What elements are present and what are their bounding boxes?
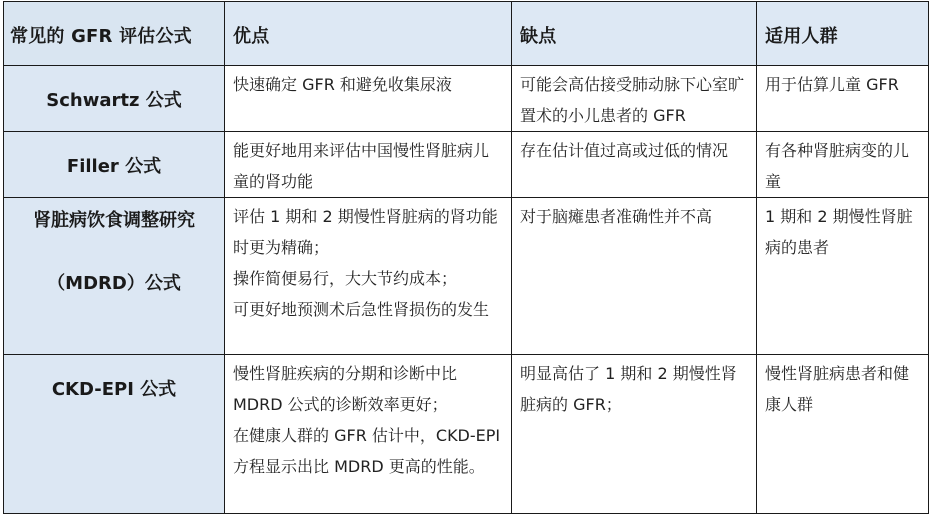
disadvantage-text: 可能会高估接受肺动脉下心室旷置术的小儿患者的 GFR — [520, 75, 745, 125]
header-row — [4, 2, 929, 66]
advantages-cell — [225, 355, 512, 514]
population-text: 慢性肾脏病患者和健康人群 — [765, 364, 910, 414]
advantage-text: 可更好地预测术后急性肾损伤的发生 — [233, 300, 490, 319]
population-text: 有各种肾脏病变的儿童 — [765, 141, 910, 191]
population-cell — [757, 66, 929, 132]
advantages-cell — [225, 66, 512, 132]
gfr-formula-table — [3, 1, 929, 514]
population-text: 用于估算儿童 GFR — [765, 75, 899, 94]
disadvantage-text: 存在估计值过高或过低的情况 — [520, 141, 729, 160]
advantage-text: 慢性肾脏疾病的分期和诊断中比 MDRD 公式的诊断效率更好； — [233, 364, 458, 414]
formula-name: Schwartz 公式 — [46, 90, 182, 111]
formula-name: 肾脏病饮食调整研究 — [33, 210, 195, 231]
table-row — [4, 355, 929, 514]
formula-name-abbrev: （MDRD）公式 — [47, 273, 181, 294]
header-disadvantages: 缺点 — [512, 2, 757, 66]
disadvantage-text: 明显高估了 1 期和 2 期慢性肾脏病的 GFR； — [520, 364, 737, 414]
header-formula: 常见的 GFR 评估公式 — [4, 2, 225, 66]
header-population: 适用人群 — [757, 2, 929, 66]
header-advantages: 优点 — [225, 2, 512, 66]
population-cell — [757, 198, 929, 355]
formula-name: CKD-EPI 公式 — [51, 379, 177, 400]
disadvantages-cell — [512, 355, 757, 514]
advantage-text: 能更好地用来评估中国慢性肾脏病儿童的肾功能 — [233, 141, 490, 191]
formula-name-cell — [4, 66, 225, 132]
formula-name-cell — [4, 132, 225, 198]
table-row — [4, 66, 929, 132]
population-text: 1 期和 2 期慢性肾脏病的患者 — [765, 207, 913, 257]
advantage-text: 在健康人群的 GFR 估计中，CKD-EPI 方程显示出比 MDRD 更高的性能。 — [233, 426, 501, 476]
disadvantages-cell — [512, 66, 757, 132]
population-cell — [757, 355, 929, 514]
disadvantages-cell — [512, 132, 757, 198]
formula-name-cell — [4, 355, 225, 514]
advantage-text: 评估 1 期和 2 期慢性肾脏病的肾功能时更为精确； — [233, 207, 498, 257]
advantage-text: 快速确定 GFR 和避免收集尿液 — [233, 75, 452, 94]
disadvantages-cell — [512, 198, 757, 355]
disadvantage-text: 对于脑瘫患者准确性并不高 — [520, 207, 713, 226]
table-row — [4, 132, 929, 198]
advantages-cell — [225, 198, 512, 355]
population-cell — [757, 132, 929, 198]
advantage-text: 操作简便易行，大大节约成本； — [233, 269, 458, 288]
advantages-cell — [225, 132, 512, 198]
formula-name: Filler 公式 — [66, 156, 162, 177]
table-row — [4, 198, 929, 355]
formula-name-cell — [4, 198, 225, 355]
